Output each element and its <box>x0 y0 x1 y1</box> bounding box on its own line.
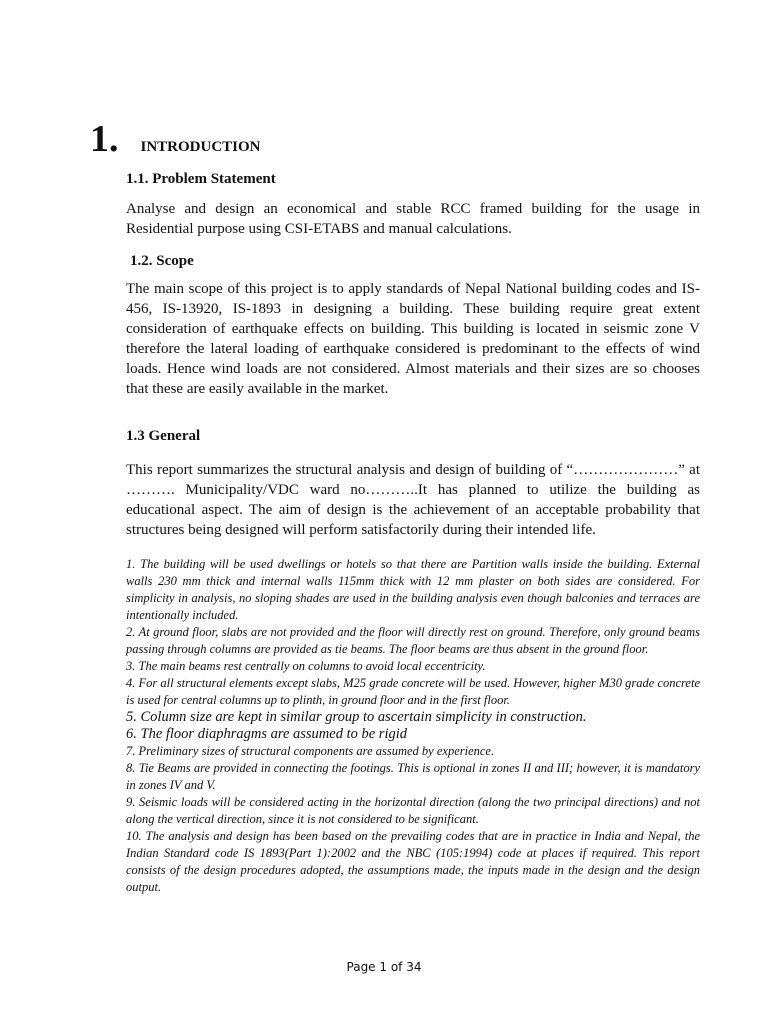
list-item: 4. For all structural elements except slabs, M25 grade concrete will be used. However, higher M30 grade concrete is used for central columns up to plinth, in ground floor and in the first floor. <box>126 676 700 707</box>
list-item: 2. At ground floor, slabs are not provided and the floor will directly rest on ground. Therefore, only ground beams passing through columns are provided as tie beams. The floor beams are thus absent in the ground floor. <box>126 625 700 656</box>
chapter-title: INTRODUCTION <box>140 139 261 155</box>
assumptions-list <box>126 556 700 896</box>
list-item: 1. The building will be used dwellings or hotels so that there are Partition walls inside the building. External walls 230 mm thick and internal walls 115mm thick with 12 mm plaster on both sides are considered. For simplicity in analysis, no sloping shades are used in the building analysis even though balconies and terraces are intentionally included. <box>126 557 700 622</box>
general-heading: 1.3 General <box>126 428 201 444</box>
list-item: 10. The analysis and design has been based on the prevailing codes that are in practice in India and Nepal, the Indian Standard code IS 1893(Part 1):2002 and the NBC (105:1994) code at places if required. This report consists of the design procedures adopted, the assumptions made, the inputs made in the design and the design output. <box>126 829 700 894</box>
page-number: Page 1 of 34 <box>346 960 422 974</box>
scope-heading: 1.2. Scope <box>130 253 194 269</box>
problem-statement-text: Analyse and design an economical and stable RCC framed building for the usage in Residential purpose using CSI-ETABS and manual calculations. <box>126 201 700 237</box>
list-item: 9. Seismic loads will be considered acting in the horizontal direction (along the two principal directions) and not along the vertical direction, since it is not considered to be significant. <box>126 795 700 826</box>
list-item: 5. Column size are kept in similar group to ascertain simplicity in construction. <box>126 709 587 725</box>
chapter-number: 1. <box>90 118 119 160</box>
list-item: 7. Preliminary sizes of structural components are assumed by experience. <box>126 744 495 758</box>
list-item: 6. The floor diaphragms are assumed to be rigid <box>126 726 408 742</box>
chapter-heading <box>90 120 261 158</box>
list-item: 3. The main beams rest centrally on columns to avoid local eccentricity. <box>126 659 486 673</box>
general-text: This report summarizes the structural analysis and design of building of “…………………” at ………. Municipality/VDC ward no………..It has planned to utilize the building as educational aspect. The aim of design is the achievement of an acceptable probability that structures being designed will perform satisfactorily during their intended life. <box>126 462 700 538</box>
list-item: 8. Tie Beams are provided in connecting the footings. This is optional in zones II and III; however, it is mandatory in zones IV and V. <box>126 761 700 792</box>
scope-text: The main scope of this project is to apply standards of Nepal National building codes and IS- 456, IS-13920, IS-1893 in designing a building. These building require great extent consideration of earthquake effects on building. This building is located in seismic zone V therefore the lateral loading of earthquake considered is predominant to the effects of wind loads. Hence wind loads are not considered. Almost materials and their sizes are so chooses that these are easily available in the market. <box>126 281 700 397</box>
problem-statement-heading: 1.1. Problem Statement <box>126 171 276 187</box>
